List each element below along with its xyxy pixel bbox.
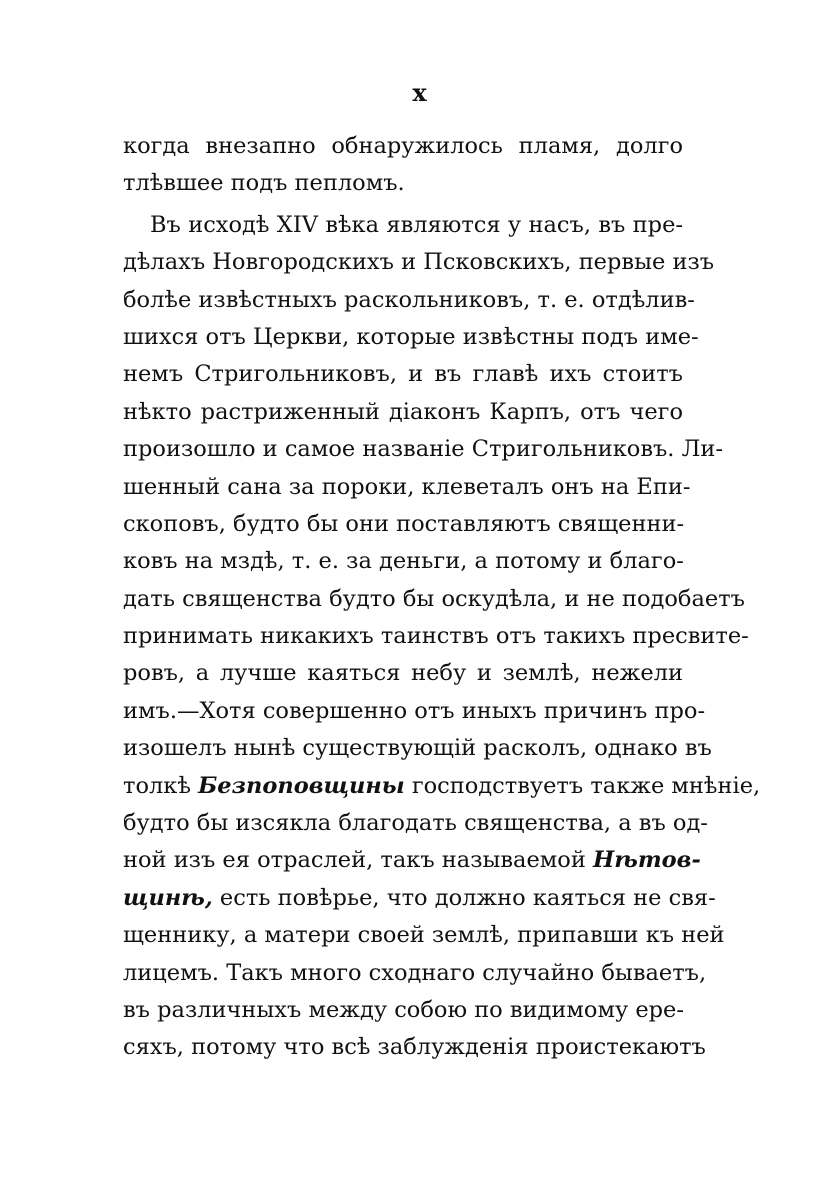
text-line: ровъ, а лучше каяться небу и землѣ, нежели xyxy=(123,660,683,687)
text-line: въ различныхъ между собою по видимому ере- xyxy=(123,996,684,1023)
italic-term: щинѣ, xyxy=(123,884,213,911)
text-line: щеннику, а матери своей землѣ, припавши къ ней xyxy=(123,922,725,949)
text-fragment: есть повѣрье, что должно каяться не свя- xyxy=(212,884,716,911)
text-line: шенный сана за пороки, клеветалъ онъ на Епи- xyxy=(123,473,691,500)
text-line: тлѣвшее подъ пепломъ. xyxy=(123,170,405,197)
paragraph-1 xyxy=(123,128,683,203)
text-line: шихся отъ Церкви, которые извѣстны подъ име- xyxy=(123,323,699,350)
page-number: x xyxy=(412,78,428,107)
text-fragment: господствуетъ также мнѣніе, xyxy=(404,772,761,799)
text-line: сяхъ, потому что всѣ заблужденія проистекаютъ xyxy=(123,1034,706,1061)
text-line: дать священства будто бы оскудѣла, и не подобаетъ xyxy=(123,585,745,612)
text-line xyxy=(123,768,761,805)
body-text xyxy=(123,128,761,1067)
text-fragment: толкѣ xyxy=(123,772,199,799)
text-fragment: ной изъ ея отраслей, такъ называемой xyxy=(123,847,593,874)
text-line xyxy=(123,880,716,917)
text-line: произошло и самое названіе Стригольниковъ. Ли- xyxy=(123,436,723,463)
text-line: лицемъ. Такъ много сходнаго случайно бываетъ, xyxy=(123,959,707,986)
text-line: изошелъ нынѣ существующій расколъ, однако въ xyxy=(123,735,712,762)
text-line xyxy=(123,842,701,879)
text-line: имъ.—Хотя совершенно отъ иныхъ причинъ про- xyxy=(123,697,706,724)
paragraph-2 xyxy=(123,207,761,1067)
text-line: болѣе извѣстныхъ раскольниковъ, т. е. отдѣлив- xyxy=(123,286,695,313)
text-line: ковъ на мздѣ, т. е. за деньги, а потому и благо- xyxy=(123,548,684,575)
text-line: Въ исходѣ XIV вѣка являются у насъ, въ пре- xyxy=(150,211,683,238)
italic-term: Нѣтов- xyxy=(592,847,701,874)
text-line: принимать никакихъ таинствъ отъ такихъ пресвите- xyxy=(123,623,749,650)
text-line: когда внезапно обнаружилось пламя, долго xyxy=(123,133,683,159)
text-line: нѣкто растриженный діаконъ Карпъ, отъ чего xyxy=(123,398,683,425)
text-line: немъ Стригольниковъ, и въ главѣ ихъ стоитъ xyxy=(123,361,683,388)
text-line: дѣлахъ Новгородскихъ и Псковскихъ, первые изъ xyxy=(123,249,715,276)
italic-term: Безпоповщины xyxy=(198,772,405,799)
text-line: будто бы изсякла благодать священства, а въ од- xyxy=(123,810,708,837)
text-line: скоповъ, будто бы они поставляютъ священни- xyxy=(123,510,685,537)
